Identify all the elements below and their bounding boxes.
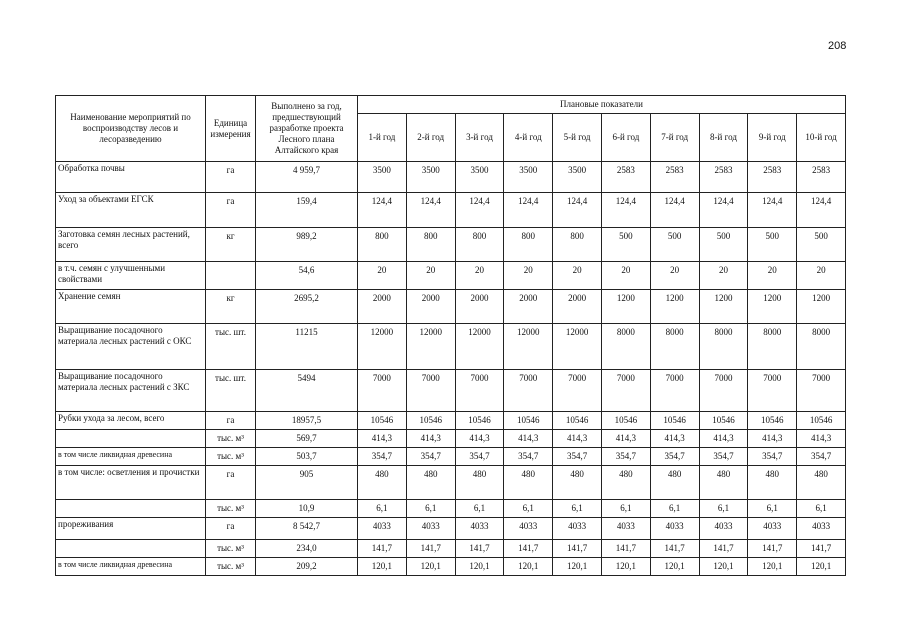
row-name [56, 430, 206, 448]
row-value-year-8: 500 [699, 228, 748, 262]
row-value-year-7: 8000 [650, 324, 699, 370]
header-plan: Плановые показатели [358, 96, 846, 114]
row-value-year-6: 4033 [601, 518, 650, 540]
row-value-year-2: 4033 [406, 518, 455, 540]
row-value-year-6: 2583 [601, 162, 650, 193]
row-value-year-9: 7000 [748, 370, 797, 412]
row-done: 989,2 [256, 228, 358, 262]
row-value-year-4: 124,4 [504, 193, 553, 228]
row-name: Хранение семян [56, 290, 206, 324]
row-value-year-10: 2583 [797, 162, 846, 193]
row-value-year-4: 4033 [504, 518, 553, 540]
row-value-year-3: 120,1 [455, 558, 504, 576]
table-row [56, 370, 846, 412]
row-unit: кг [206, 290, 256, 324]
row-value-year-1: 800 [358, 228, 407, 262]
row-value-year-5: 12000 [553, 324, 602, 370]
row-value-year-4: 141,7 [504, 540, 553, 558]
row-value-year-5: 6,1 [553, 500, 602, 518]
row-value-year-1: 3500 [358, 162, 407, 193]
row-done: 11215 [256, 324, 358, 370]
row-value-year-1: 12000 [358, 324, 407, 370]
row-value-year-2: 3500 [406, 162, 455, 193]
table-row [56, 193, 846, 228]
row-value-year-8: 141,7 [699, 540, 748, 558]
row-value-year-3: 20 [455, 262, 504, 290]
row-done: 503,7 [256, 448, 358, 466]
row-value-year-8: 6,1 [699, 500, 748, 518]
table-row [56, 262, 846, 290]
row-value-year-10: 20 [797, 262, 846, 290]
row-value-year-4: 7000 [504, 370, 553, 412]
row-value-year-1: 6,1 [358, 500, 407, 518]
row-value-year-9: 414,3 [748, 430, 797, 448]
table-row [56, 324, 846, 370]
row-value-year-2: 120,1 [406, 558, 455, 576]
row-done: 18957,5 [256, 412, 358, 430]
row-value-year-1: 141,7 [358, 540, 407, 558]
row-value-year-6: 120,1 [601, 558, 650, 576]
row-done: 569,7 [256, 430, 358, 448]
row-value-year-9: 20 [748, 262, 797, 290]
row-value-year-3: 800 [455, 228, 504, 262]
row-unit: га [206, 466, 256, 500]
header-done: Выполнено за год, предшествующий разработке проекта Лесного плана Алтайского края [256, 96, 358, 162]
row-value-year-8: 8000 [699, 324, 748, 370]
header-year-9: 9-й год [748, 114, 797, 162]
row-value-year-9: 1200 [748, 290, 797, 324]
row-value-year-6: 141,7 [601, 540, 650, 558]
row-value-year-3: 2000 [455, 290, 504, 324]
row-value-year-6: 7000 [601, 370, 650, 412]
header-name: Наименование мероприятий по воспроизводству лесов и лесоразведению [56, 96, 206, 162]
row-value-year-2: 2000 [406, 290, 455, 324]
row-name: в том числе ликвидная древесина [56, 448, 206, 466]
row-name [56, 500, 206, 518]
row-value-year-2: 124,4 [406, 193, 455, 228]
row-value-year-10: 4033 [797, 518, 846, 540]
header-year-2: 2-й год [406, 114, 455, 162]
row-value-year-2: 354,7 [406, 448, 455, 466]
table-row [56, 228, 846, 262]
row-name: Уход за объектами ЕГСК [56, 193, 206, 228]
row-value-year-5: 414,3 [553, 430, 602, 448]
row-value-year-3: 6,1 [455, 500, 504, 518]
row-done: 209,2 [256, 558, 358, 576]
header-year-5: 5-й год [553, 114, 602, 162]
row-value-year-6: 1200 [601, 290, 650, 324]
row-value-year-6: 414,3 [601, 430, 650, 448]
row-unit [206, 262, 256, 290]
row-done: 4 959,7 [256, 162, 358, 193]
row-value-year-4: 10546 [504, 412, 553, 430]
row-value-year-6: 8000 [601, 324, 650, 370]
row-value-year-8: 480 [699, 466, 748, 500]
row-value-year-3: 12000 [455, 324, 504, 370]
page-number: 208 [828, 40, 847, 52]
row-name [56, 540, 206, 558]
row-value-year-6: 20 [601, 262, 650, 290]
row-unit: га [206, 162, 256, 193]
row-name: в том числе ликвидная древесина [56, 558, 206, 576]
row-value-year-7: 20 [650, 262, 699, 290]
row-name: Обработка почвы [56, 162, 206, 193]
row-value-year-7: 10546 [650, 412, 699, 430]
row-value-year-5: 3500 [553, 162, 602, 193]
row-value-year-1: 20 [358, 262, 407, 290]
row-unit: га [206, 193, 256, 228]
table-row [56, 540, 846, 558]
row-value-year-8: 1200 [699, 290, 748, 324]
row-value-year-10: 1200 [797, 290, 846, 324]
row-value-year-2: 12000 [406, 324, 455, 370]
row-value-year-1: 354,7 [358, 448, 407, 466]
row-value-year-4: 12000 [504, 324, 553, 370]
row-done: 234,0 [256, 540, 358, 558]
row-value-year-9: 8000 [748, 324, 797, 370]
row-value-year-7: 414,3 [650, 430, 699, 448]
row-value-year-3: 414,3 [455, 430, 504, 448]
row-value-year-5: 7000 [553, 370, 602, 412]
row-value-year-7: 124,4 [650, 193, 699, 228]
row-value-year-7: 141,7 [650, 540, 699, 558]
row-value-year-10: 500 [797, 228, 846, 262]
row-done: 54,6 [256, 262, 358, 290]
row-value-year-7: 354,7 [650, 448, 699, 466]
row-name: Заготовка семян лесных растений, всего [56, 228, 206, 262]
header-year-6: 6-й год [601, 114, 650, 162]
row-value-year-5: 120,1 [553, 558, 602, 576]
row-value-year-1: 7000 [358, 370, 407, 412]
row-value-year-7: 120,1 [650, 558, 699, 576]
row-value-year-8: 354,7 [699, 448, 748, 466]
row-value-year-10: 354,7 [797, 448, 846, 466]
row-name: в т.ч. семян с улучшенными свойствами [56, 262, 206, 290]
table-row [56, 162, 846, 193]
row-value-year-2: 800 [406, 228, 455, 262]
table-row [56, 518, 846, 540]
row-name: Выращивание посадочного материала лесных растений с ЗКС [56, 370, 206, 412]
row-value-year-2: 10546 [406, 412, 455, 430]
header-unit: Единица измерения [206, 96, 256, 162]
row-value-year-3: 7000 [455, 370, 504, 412]
row-value-year-9: 141,7 [748, 540, 797, 558]
header-year-1: 1-й год [358, 114, 407, 162]
row-value-year-7: 480 [650, 466, 699, 500]
row-value-year-7: 1200 [650, 290, 699, 324]
row-unit: тыс. м³ [206, 540, 256, 558]
row-value-year-3: 10546 [455, 412, 504, 430]
row-value-year-6: 480 [601, 466, 650, 500]
table-row [56, 466, 846, 500]
row-value-year-8: 124,4 [699, 193, 748, 228]
row-name: Выращивание посадочного материала лесных растений с ОКС [56, 324, 206, 370]
row-value-year-8: 4033 [699, 518, 748, 540]
row-value-year-10: 124,4 [797, 193, 846, 228]
row-value-year-1: 480 [358, 466, 407, 500]
row-value-year-6: 6,1 [601, 500, 650, 518]
row-value-year-4: 480 [504, 466, 553, 500]
row-value-year-4: 20 [504, 262, 553, 290]
row-value-year-7: 4033 [650, 518, 699, 540]
row-value-year-4: 2000 [504, 290, 553, 324]
table-row [56, 558, 846, 576]
row-value-year-7: 7000 [650, 370, 699, 412]
row-done: 159,4 [256, 193, 358, 228]
row-unit: тыс. шт. [206, 370, 256, 412]
row-done: 10,9 [256, 500, 358, 518]
row-value-year-2: 414,3 [406, 430, 455, 448]
row-value-year-2: 7000 [406, 370, 455, 412]
table-row [56, 430, 846, 448]
row-value-year-4: 120,1 [504, 558, 553, 576]
row-value-year-1: 2000 [358, 290, 407, 324]
row-value-year-5: 800 [553, 228, 602, 262]
row-unit: кг [206, 228, 256, 262]
row-done: 2695,2 [256, 290, 358, 324]
row-value-year-2: 20 [406, 262, 455, 290]
row-value-year-8: 120,1 [699, 558, 748, 576]
row-value-year-5: 141,7 [553, 540, 602, 558]
row-value-year-6: 500 [601, 228, 650, 262]
row-value-year-9: 10546 [748, 412, 797, 430]
row-unit: тыс. м³ [206, 448, 256, 466]
header-year-7: 7-й год [650, 114, 699, 162]
row-name: прореживания [56, 518, 206, 540]
table-row [56, 448, 846, 466]
row-value-year-9: 2583 [748, 162, 797, 193]
row-value-year-3: 141,7 [455, 540, 504, 558]
row-value-year-4: 354,7 [504, 448, 553, 466]
header-year-4: 4-й год [504, 114, 553, 162]
row-done: 8 542,7 [256, 518, 358, 540]
row-value-year-5: 2000 [553, 290, 602, 324]
row-value-year-8: 7000 [699, 370, 748, 412]
row-value-year-8: 2583 [699, 162, 748, 193]
row-value-year-9: 4033 [748, 518, 797, 540]
row-unit: га [206, 518, 256, 540]
row-value-year-3: 354,7 [455, 448, 504, 466]
header-year-10: 10-й год [797, 114, 846, 162]
row-value-year-9: 120,1 [748, 558, 797, 576]
row-value-year-6: 10546 [601, 412, 650, 430]
row-value-year-9: 354,7 [748, 448, 797, 466]
row-value-year-8: 414,3 [699, 430, 748, 448]
row-value-year-6: 124,4 [601, 193, 650, 228]
row-value-year-1: 4033 [358, 518, 407, 540]
row-unit: тыс. м³ [206, 430, 256, 448]
table-row [56, 500, 846, 518]
table-row [56, 290, 846, 324]
row-value-year-3: 480 [455, 466, 504, 500]
row-value-year-10: 8000 [797, 324, 846, 370]
row-value-year-5: 10546 [553, 412, 602, 430]
row-done: 905 [256, 466, 358, 500]
row-value-year-1: 120,1 [358, 558, 407, 576]
row-value-year-10: 120,1 [797, 558, 846, 576]
row-value-year-2: 141,7 [406, 540, 455, 558]
forest-plan-table [55, 95, 846, 576]
row-value-year-2: 6,1 [406, 500, 455, 518]
row-value-year-9: 500 [748, 228, 797, 262]
row-value-year-6: 354,7 [601, 448, 650, 466]
row-unit: га [206, 412, 256, 430]
row-done: 5494 [256, 370, 358, 412]
row-value-year-3: 3500 [455, 162, 504, 193]
row-unit: тыс. шт. [206, 324, 256, 370]
row-value-year-8: 10546 [699, 412, 748, 430]
row-name: в том числе: осветления и прочистки [56, 466, 206, 500]
row-value-year-3: 124,4 [455, 193, 504, 228]
row-value-year-7: 2583 [650, 162, 699, 193]
row-value-year-1: 10546 [358, 412, 407, 430]
row-value-year-3: 4033 [455, 518, 504, 540]
row-value-year-7: 500 [650, 228, 699, 262]
row-value-year-10: 141,7 [797, 540, 846, 558]
row-value-year-4: 6,1 [504, 500, 553, 518]
row-unit: тыс. м³ [206, 500, 256, 518]
row-value-year-5: 354,7 [553, 448, 602, 466]
row-value-year-9: 124,4 [748, 193, 797, 228]
row-value-year-4: 800 [504, 228, 553, 262]
table-row [56, 412, 846, 430]
row-value-year-9: 6,1 [748, 500, 797, 518]
row-value-year-5: 124,4 [553, 193, 602, 228]
row-value-year-1: 124,4 [358, 193, 407, 228]
row-value-year-10: 414,3 [797, 430, 846, 448]
row-value-year-8: 20 [699, 262, 748, 290]
row-value-year-4: 414,3 [504, 430, 553, 448]
row-value-year-10: 10546 [797, 412, 846, 430]
row-value-year-9: 480 [748, 466, 797, 500]
row-value-year-10: 6,1 [797, 500, 846, 518]
row-value-year-7: 6,1 [650, 500, 699, 518]
row-value-year-10: 480 [797, 466, 846, 500]
row-name: Рубки ухода за лесом, всего [56, 412, 206, 430]
row-value-year-10: 7000 [797, 370, 846, 412]
header-year-8: 8-й год [699, 114, 748, 162]
row-value-year-1: 414,3 [358, 430, 407, 448]
row-value-year-5: 20 [553, 262, 602, 290]
row-value-year-5: 480 [553, 466, 602, 500]
row-value-year-4: 3500 [504, 162, 553, 193]
row-unit: тыс. м³ [206, 558, 256, 576]
row-value-year-5: 4033 [553, 518, 602, 540]
row-value-year-2: 480 [406, 466, 455, 500]
header-year-3: 3-й год [455, 114, 504, 162]
